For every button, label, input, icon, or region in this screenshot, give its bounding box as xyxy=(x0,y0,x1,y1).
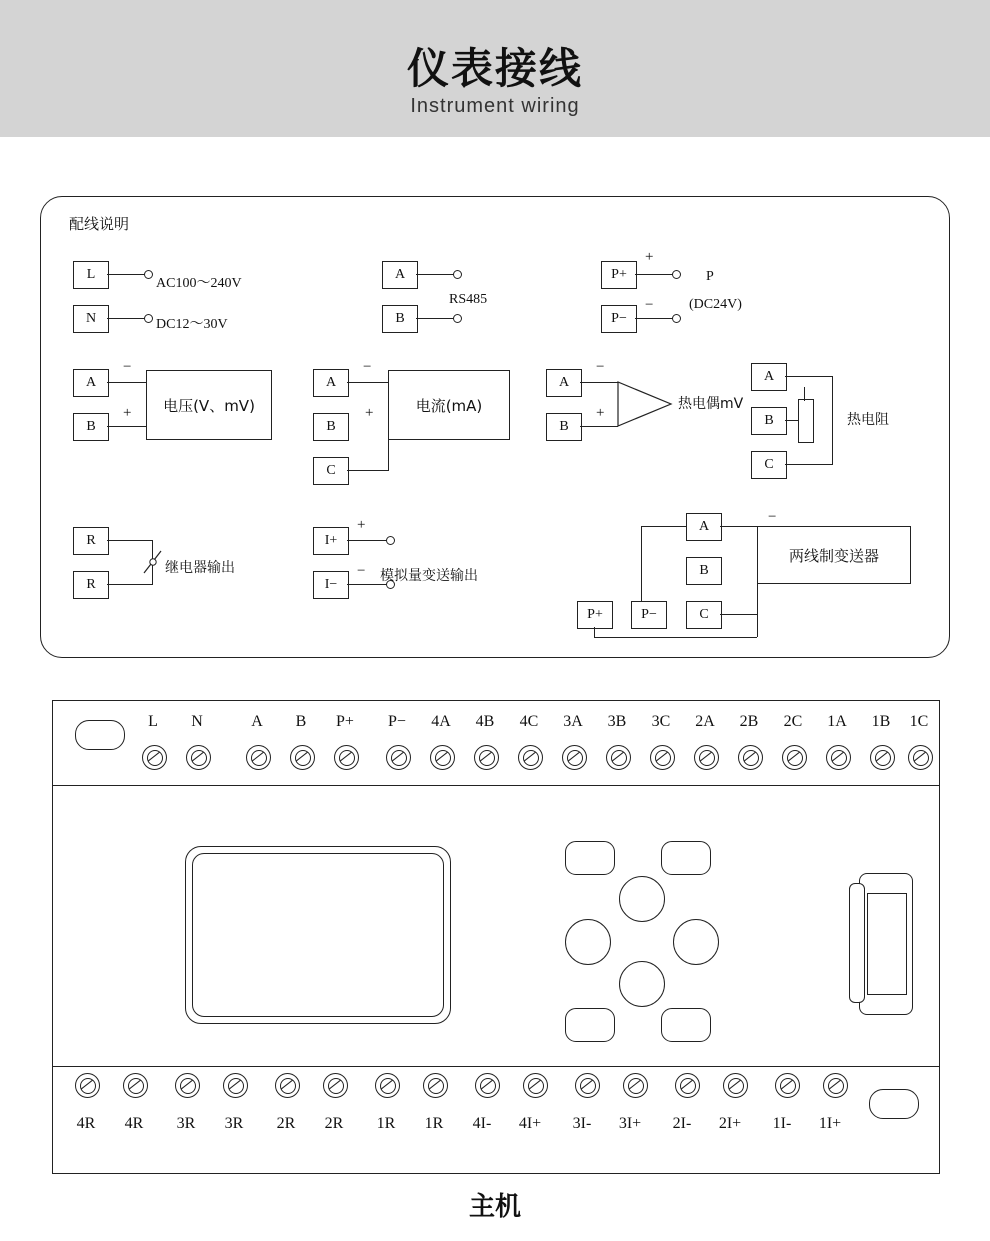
terminal-N: N xyxy=(73,305,109,333)
side-connector-tab xyxy=(849,883,865,1003)
key-left[interactable] xyxy=(565,919,611,965)
top-terminal-label: P− xyxy=(388,713,406,730)
sign-I-minus: − xyxy=(357,563,366,579)
bottom-terminal-screw[interactable] xyxy=(323,1073,348,1098)
top-terminal-screw[interactable] xyxy=(606,745,631,770)
top-terminal-label: B xyxy=(295,713,307,730)
wire-rtd-A xyxy=(785,376,833,377)
wire-tc-B xyxy=(580,426,618,427)
terminal-I-plus: I+ xyxy=(313,527,349,555)
top-terminal-label: L xyxy=(148,713,158,730)
wire-2w-pplus-bottom xyxy=(594,637,757,638)
label-relay-output: 继电器输出 xyxy=(165,560,235,576)
top-terminal-screw[interactable] xyxy=(738,745,763,770)
wire-tc-A xyxy=(580,382,618,383)
label-ac-range: AC100～240V xyxy=(156,276,242,291)
terminal-L: L xyxy=(73,261,109,289)
wire-rtd-b-riser xyxy=(804,387,805,401)
top-terminal-label: 3A xyxy=(563,713,583,730)
top-terminal-screw[interactable] xyxy=(562,745,587,770)
instrument-device xyxy=(52,700,940,1174)
wire-rs485-B xyxy=(416,318,454,319)
node-P-plus xyxy=(672,270,681,279)
wire-2w-A-left xyxy=(641,526,686,527)
terminal-voltage-A: A xyxy=(73,369,109,397)
wire-rtd-right xyxy=(832,376,833,464)
bottom-terminal-screw[interactable] xyxy=(523,1073,548,1098)
top-terminal-label: 4B xyxy=(475,713,495,730)
top-terminal-screw[interactable] xyxy=(246,745,271,770)
node-rs485-B xyxy=(453,314,462,323)
top-terminal-label: A xyxy=(251,713,263,730)
wire-P-plus xyxy=(635,274,673,275)
node-rs485-A xyxy=(453,270,462,279)
wire-current-A xyxy=(347,382,389,383)
key-down[interactable] xyxy=(619,961,665,1007)
terminal-relay-R1: R xyxy=(73,527,109,555)
bottom-right-mounting-slot xyxy=(869,1089,919,1119)
voltage-source-box: 电压(V、mV) xyxy=(146,370,272,440)
top-terminal-screw[interactable] xyxy=(650,745,675,770)
wire-voltage-A xyxy=(107,382,147,383)
bottom-terminal-label: 1I+ xyxy=(818,1115,842,1132)
wire-2w-pplus-drop xyxy=(594,627,595,637)
sign-current-plus: + xyxy=(365,405,374,421)
sign-I-plus: + xyxy=(357,517,366,533)
terminal-current-A: A xyxy=(313,369,349,397)
sign-2w-minus: − xyxy=(768,509,777,525)
bottom-terminal-label: 3I- xyxy=(572,1115,592,1132)
top-terminal-label: 1C xyxy=(909,713,929,730)
top-terminal-screw[interactable] xyxy=(142,745,167,770)
sign-tc-plus: + xyxy=(596,405,605,421)
bottom-terminal-label: 4R xyxy=(76,1115,96,1132)
key-bottom-right[interactable] xyxy=(661,1008,711,1042)
label-P-dc24v: (DC24V) xyxy=(689,297,742,312)
bottom-terminal-screw[interactable] xyxy=(223,1073,248,1098)
sign-P-plus: + xyxy=(645,249,654,265)
wiring-diagram-panel xyxy=(40,196,950,658)
top-terminal-label: 2A xyxy=(695,713,715,730)
terminal-rs485-A: A xyxy=(382,261,418,289)
bottom-terminal-screw[interactable] xyxy=(775,1073,800,1098)
terminal-2w-A: A xyxy=(686,513,722,541)
page-title-cn: 仪表接线 xyxy=(406,44,583,93)
wire-P-minus xyxy=(635,318,673,319)
page-header xyxy=(0,0,990,137)
top-terminal-label: 1A xyxy=(827,713,847,730)
bottom-terminal-screw[interactable] xyxy=(75,1073,100,1098)
top-terminal-label: 1B xyxy=(871,713,891,730)
bottom-terminal-screw[interactable] xyxy=(823,1073,848,1098)
top-terminal-label: 3C xyxy=(651,713,671,730)
top-terminal-label: 4C xyxy=(519,713,539,730)
top-terminal-label: 2B xyxy=(739,713,759,730)
label-P: P xyxy=(706,269,714,284)
label-analog-output: 模拟量变送输出 xyxy=(380,568,478,584)
bottom-terminal-label: 2I- xyxy=(672,1115,692,1132)
bottom-terminal-label: 3R xyxy=(224,1115,244,1132)
node-I-plus xyxy=(386,536,395,545)
bottom-terminal-label: 2R xyxy=(324,1115,344,1132)
terminal-2w-B: B xyxy=(686,557,722,585)
top-terminal-screw[interactable] xyxy=(474,745,499,770)
wire-voltage-B xyxy=(107,426,147,427)
top-terminal-screw[interactable] xyxy=(334,745,359,770)
side-connector-inner xyxy=(867,893,907,995)
bottom-terminal-screw[interactable] xyxy=(375,1073,400,1098)
top-left-mounting-slot xyxy=(75,720,125,750)
top-terminal-screw[interactable] xyxy=(908,745,933,770)
sign-voltage-minus: − xyxy=(123,359,132,375)
wire-2w-C-right xyxy=(720,614,758,615)
label-rtd: 热电阻 xyxy=(847,412,889,428)
bottom-terminal-screw[interactable] xyxy=(423,1073,448,1098)
terminal-rtd-C: C xyxy=(751,451,787,479)
bottom-terminal-label: 2R xyxy=(276,1115,296,1132)
label-dc-range: DC12～30V xyxy=(156,317,228,332)
bottom-terminal-label: 3I+ xyxy=(618,1115,642,1132)
terminal-rtd-B: B xyxy=(751,407,787,435)
key-bottom-left[interactable] xyxy=(565,1008,615,1042)
top-terminal-screw[interactable] xyxy=(694,745,719,770)
rtd-resistor xyxy=(798,399,814,443)
bottom-terminal-label: 1R xyxy=(424,1115,444,1132)
top-terminal-label: P+ xyxy=(336,713,354,730)
device-caption: 主机 xyxy=(468,1192,521,1222)
wire-2w-C-drop xyxy=(757,614,758,637)
bottom-terminal-screw[interactable] xyxy=(723,1073,748,1098)
top-terminal-label: 2C xyxy=(783,713,803,730)
relay-contact-symbol xyxy=(141,547,167,577)
key-right[interactable] xyxy=(673,919,719,965)
thermocouple-symbol xyxy=(617,373,673,435)
top-terminal-screw[interactable] xyxy=(782,745,807,770)
bottom-terminal-screw[interactable] xyxy=(175,1073,200,1098)
page-title-en: Instrument wiring xyxy=(410,95,580,117)
key-top-left[interactable] xyxy=(565,841,615,875)
wire-rs485-A xyxy=(416,274,454,275)
display-screen xyxy=(185,846,451,1024)
top-terminal-screw[interactable] xyxy=(386,745,411,770)
wire-rtd-C xyxy=(785,464,833,465)
top-terminal-screw[interactable] xyxy=(290,745,315,770)
sign-current-minus: − xyxy=(363,359,372,375)
terminal-relay-R2: R xyxy=(73,571,109,599)
bottom-terminal-label: 3R xyxy=(176,1115,196,1132)
terminal-rs485-B: B xyxy=(382,305,418,333)
wire-L xyxy=(107,274,145,275)
terminal-current-B: B xyxy=(313,413,349,441)
key-top-right[interactable] xyxy=(661,841,711,875)
top-terminal-screw[interactable] xyxy=(430,745,455,770)
terminal-2w-Pplus: P+ xyxy=(577,601,613,629)
bottom-terminal-screw[interactable] xyxy=(575,1073,600,1098)
bottom-terminal-label: 2I+ xyxy=(718,1115,742,1132)
bottom-terminal-label: 1I- xyxy=(772,1115,792,1132)
two-wire-transmitter-box: 两线制变送器 xyxy=(757,526,911,584)
bottom-terminal-screw[interactable] xyxy=(123,1073,148,1098)
bottom-terminal-screw[interactable] xyxy=(475,1073,500,1098)
wire-2w-pminus-riser xyxy=(641,526,642,601)
current-source-box: 电流(mA) xyxy=(388,370,510,440)
terminal-current-C: C xyxy=(313,457,349,485)
terminal-voltage-B: B xyxy=(73,413,109,441)
label-rs485: RS485 xyxy=(449,292,488,307)
top-terminal-label: 4A xyxy=(431,713,451,730)
terminal-I-minus: I− xyxy=(313,571,349,599)
terminal-rtd-A: A xyxy=(751,363,787,391)
top-terminal-screw[interactable] xyxy=(518,745,543,770)
wire-relay-bottom xyxy=(107,584,153,585)
bottom-terminal-label: 4R xyxy=(124,1115,144,1132)
terminal-tc-B: B xyxy=(546,413,582,441)
sign-voltage-plus: + xyxy=(123,405,132,421)
node-P-minus xyxy=(672,314,681,323)
top-terminal-label: N xyxy=(191,713,203,730)
sign-P-minus: − xyxy=(645,297,654,313)
terminal-tc-A: A xyxy=(546,369,582,397)
wire-current-C xyxy=(347,470,389,471)
wire-2w-A-right xyxy=(720,526,758,527)
top-terminal-label: 3B xyxy=(607,713,627,730)
top-terminal-screw[interactable] xyxy=(826,745,851,770)
bottom-terminal-screw[interactable] xyxy=(275,1073,300,1098)
wire-relay-top xyxy=(107,540,153,541)
bottom-terminal-label: 4I- xyxy=(472,1115,492,1132)
sign-tc-minus: − xyxy=(596,359,605,375)
terminal-2w-C: C xyxy=(686,601,722,629)
bottom-terminal-screw[interactable] xyxy=(623,1073,648,1098)
node-L xyxy=(144,270,153,279)
terminal-P-minus: P− xyxy=(601,305,637,333)
wire-I-plus xyxy=(347,540,387,541)
panel-title: 配线说明 xyxy=(69,215,130,233)
bottom-terminal-label: 4I+ xyxy=(518,1115,542,1132)
bottom-terminal-label: 1R xyxy=(376,1115,396,1132)
top-terminal-screw[interactable] xyxy=(186,745,211,770)
terminal-P-plus: P+ xyxy=(601,261,637,289)
wire-N xyxy=(107,318,145,319)
top-terminal-screw[interactable] xyxy=(870,745,895,770)
key-up[interactable] xyxy=(619,876,665,922)
terminal-2w-Pminus: P− xyxy=(631,601,667,629)
node-N xyxy=(144,314,153,323)
display-screen-bezel xyxy=(192,853,444,1017)
label-thermocouple: 热电偶mV xyxy=(678,396,744,412)
bottom-terminal-screw[interactable] xyxy=(675,1073,700,1098)
